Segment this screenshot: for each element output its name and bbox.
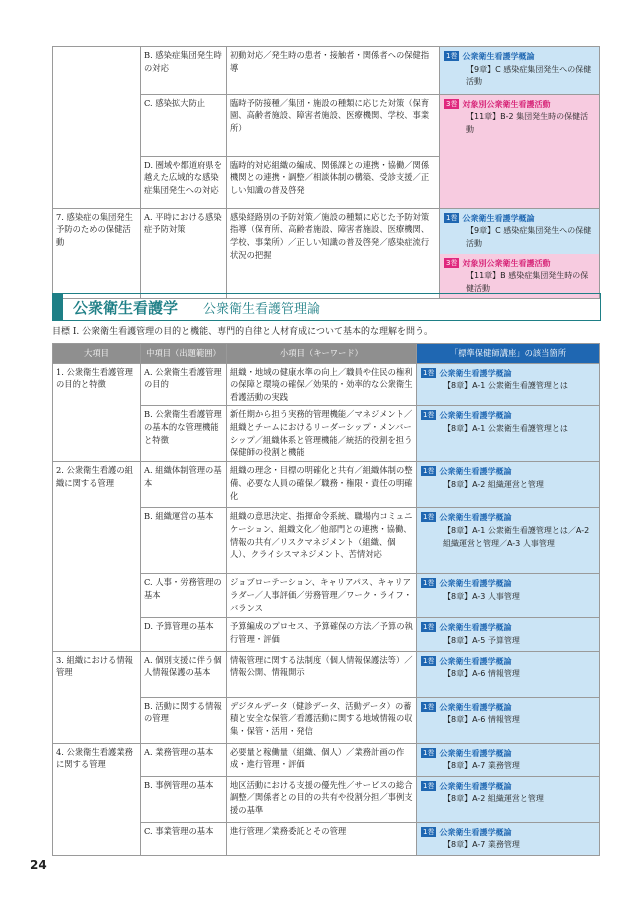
chapter-ref: 【8章】A-1 公衆衛生看護管理とは	[443, 381, 568, 391]
book-name: 公衆衛生看護学概論	[439, 579, 512, 589]
chapter-ref: 【8章】A-6 情報管理	[443, 669, 520, 679]
volume-badge: 1巻	[423, 827, 435, 836]
small-cell: 情報管理に関する法制度（個人情報保護法等）／情報公開、情報開示	[227, 651, 417, 697]
ref-cell	[417, 822, 600, 855]
book-name: 公衆衛生看護学概論	[439, 513, 512, 523]
chapter-ref: 【8章】A-2 組織運営と管理	[443, 479, 544, 489]
volume-badge: 3巻	[446, 99, 458, 108]
table-row	[53, 208, 600, 299]
mid-cell: B. 公衆衛生看護管理の基本的な管理機能と特徴	[141, 406, 227, 462]
volume-badge: 1巻	[446, 52, 458, 60]
small-cell: ジョブローテーション、キャリアパス、キャリアラダー／人事評価／労務管理／ワーク・ライフ・バランス	[227, 574, 417, 618]
ref-cell	[417, 508, 600, 574]
chapter-ref: 【8章】A-2 組織運営と管理	[443, 794, 544, 804]
book-name: 公衆衛生看護学概論	[439, 467, 512, 477]
table-row	[53, 363, 600, 406]
major-cell: 7. 感染症の集団発生予防のための保健活動	[53, 208, 141, 299]
table-row	[53, 47, 600, 95]
chapter-ref: 【11章】B 感染症集団発生時の保健活動	[466, 271, 589, 293]
ref-cell	[417, 618, 600, 651]
mid-cell: B. 組織運営の基本	[141, 508, 227, 574]
chapter-ref: 【8章】A-3 人事管理	[443, 591, 520, 601]
chapter-ref: 【8章】A-6 情報管理	[443, 715, 520, 725]
top-table	[52, 46, 600, 299]
book-name: 公衆衛生看護学概論	[462, 213, 535, 223]
header-ref: 「標準保健師講座」の該当箇所	[417, 344, 600, 364]
ref-cell	[417, 363, 600, 406]
title-accent	[53, 294, 63, 320]
book-name: 公衆衛生看護学概論	[439, 781, 512, 791]
mid-cell: D. 圏域や都道府県を越えた広域的な感染症集団発生への対応	[141, 156, 227, 208]
mid-cell: A. 平時における感染症予防対策	[141, 208, 227, 299]
ref-cell	[440, 47, 600, 95]
major-cell: 2. 公衆衛生看護の組織に関する管理	[53, 462, 141, 651]
small-cell: 地区活動における支援の優先性／サービスの総合調整／関係者との目的の共有や役割分担／事例支援の基準	[227, 776, 417, 822]
chapter-ref: 【8章】A-5 予算管理	[443, 635, 520, 645]
book-name: 公衆衛生看護学概論	[439, 702, 512, 712]
book-name: 公衆衛生看護学概論	[439, 748, 512, 758]
volume-badge: 1巻	[423, 411, 435, 420]
book-name: 公衆衛生看護学概論	[439, 656, 512, 666]
mid-cell: C. 感染拡大防止	[141, 94, 227, 156]
major-cell: 3. 組織における情報管理	[53, 651, 141, 743]
book-name: 対象別公衆衛生看護活動	[462, 99, 551, 109]
mid-cell: A. 個別支援に伴う個人情報保護の基本	[141, 651, 227, 697]
page-number: 24	[30, 858, 47, 872]
section-subtitle: 公衆衛生看護管理論	[203, 302, 321, 317]
small-cell: デジタルデータ（健診データ、活動データ）の蓄積と安全な保管／看護活動に関する地域情報の収集・保管・活用・発信	[227, 697, 417, 743]
mid-cell: C. 人事・労務管理の基本	[141, 574, 227, 618]
ref-cell	[417, 406, 600, 462]
volume-badge: 1巻	[423, 748, 435, 757]
book-name: 公衆衛生看護学概論	[439, 623, 512, 633]
mid-cell: D. 予算管理の基本	[141, 618, 227, 651]
volume-badge: 1巻	[446, 213, 458, 222]
book-name: 対象別公衆衛生看護活動	[462, 258, 551, 268]
volume-badge: 1巻	[423, 368, 435, 377]
book-name: 公衆衛生看護学概論	[462, 52, 535, 61]
book-name: 公衆衛生看護学概論	[439, 827, 512, 837]
mid-cell: B. 事例管理の基本	[141, 776, 227, 822]
volume-badge: 1巻	[423, 702, 435, 711]
small-cell: 臨時予防接種／集団・施設の種類に応じた対策（保育園、高齢者施設、障害者施設、医療機関、学校、事業所）	[227, 94, 440, 156]
small-cell: 組織の理念・目標の明確化と共有／組織体制の整備、必要な人員の確保／職務・権限・責任の明確化	[227, 462, 417, 508]
major-cell	[53, 47, 141, 209]
mid-cell: C. 事業管理の基本	[141, 822, 227, 855]
small-cell: 進行管理／業務委託とその管理	[227, 822, 417, 855]
volume-badge: 1巻	[423, 623, 435, 632]
small-cell: 予算編成のプロセス、予算確保の方法／予算の執行管理・評価	[227, 618, 417, 651]
volume-badge: 1巻	[423, 781, 435, 790]
mid-cell: A. 業務管理の基本	[141, 743, 227, 776]
header-mid: 中項目（出題範囲）	[141, 344, 227, 364]
ref-cell	[417, 574, 600, 618]
mid-cell: A. 組織体制管理の基本	[141, 462, 227, 508]
header-small: 小項目（キーワード）	[227, 344, 417, 364]
ref-cell	[417, 651, 600, 697]
ref-cell	[440, 208, 600, 299]
volume-badge: 1巻	[423, 467, 435, 476]
chapter-ref: 【8章】A-7 業務管理	[443, 840, 520, 850]
chapter-ref: 【9章】C 感染症集団発生への保健活動	[466, 226, 592, 248]
major-cell: 4. 公衆衛生看護業務に関する管理	[53, 743, 141, 855]
chapter-ref: 【8章】A-7 業務管理	[443, 761, 520, 771]
section-title: 公衆衛生看護学	[73, 299, 179, 317]
table-row	[53, 651, 600, 697]
ref-cell	[417, 697, 600, 743]
chapter-ref: 【8章】A-1 公衆衛生看護管理とは／A-2 組織運営と管理／A-3 人事管理	[443, 525, 590, 548]
header-major: 大項目	[53, 344, 141, 364]
section-title-bar	[52, 293, 601, 321]
chapter-ref: 【8章】A-1 公衆衛生看護管理とは	[443, 423, 568, 433]
ref-cell	[417, 462, 600, 508]
small-cell: 組織の意思決定、指揮命令系統、職場内コミュニケーション、組織文化／他部門との連携・協働、情報の共有／リスクマネジメント（組織、個人）、クライシスマネジメント、苦情対応	[227, 508, 417, 574]
small-cell: 新任期から担う実務的管理機能／マネジメント／組織とチームにおけるリーダーシップ・メンバーシップ／組織体系と管理機能／統括的役割を担う保健師の役割と機能	[227, 406, 417, 462]
goal-text: 目標 I. 公衆衛生看護管理の目的と機能、専門的自律と人材育成について基本的な理解を問う。	[52, 327, 433, 337]
volume-badge: 1巻	[423, 656, 435, 665]
volume-badge: 1巻	[423, 579, 435, 588]
table-header-row	[53, 344, 600, 364]
ref-cell	[440, 94, 600, 208]
small-cell: 臨時的対応組織の編成、関係課との連携・協働／関係機関との連携・調整／相談体制の構築、受診支援／正しい知識の普及啓発	[227, 156, 440, 208]
chapter-ref: 【11章】B-2 集団発生時の保健活動	[466, 112, 589, 134]
main-table	[52, 343, 600, 856]
table-row	[53, 743, 600, 776]
ref-cell	[417, 743, 600, 776]
ref-cell	[417, 776, 600, 822]
small-cell: 必要量と稼働量（組織、個人）／業務計画の作成・進行管理・評価	[227, 743, 417, 776]
volume-badge: 1巻	[423, 513, 435, 522]
mid-cell: B. 感染症集団発生時の対応	[141, 47, 227, 95]
table-row	[53, 462, 600, 508]
mid-cell: A. 公衆衛生看護管理の目的	[141, 363, 227, 406]
mid-cell: B. 活動に関する情報の管理	[141, 697, 227, 743]
small-cell: 初動対応／発生時の患者・接触者・関係者への保健指導	[227, 47, 440, 95]
chapter-ref: 【9章】C 感染症集団発生への保健活動	[466, 64, 592, 87]
major-cell: 1. 公衆衛生看護管理の目的と特徴	[53, 363, 141, 462]
volume-badge: 3巻	[446, 258, 458, 267]
small-cell: 感染経路別の予防対策／施設の種類に応じた予防対策指導（保育所、高齢者施設、障害者施設、医療機関、学校、事業所）／正しい知識の普及啓発／感染症流行状況の把握	[227, 208, 440, 299]
book-name: 公衆衛生看護学概論	[439, 368, 512, 378]
book-name: 公衆衛生看護学概論	[439, 411, 512, 421]
small-cell: 組織・地域の健康水準の向上／職員や住民の権利の保障と環境の確保／効果的・効率的な公衆衛生看護活動の実践	[227, 363, 417, 406]
